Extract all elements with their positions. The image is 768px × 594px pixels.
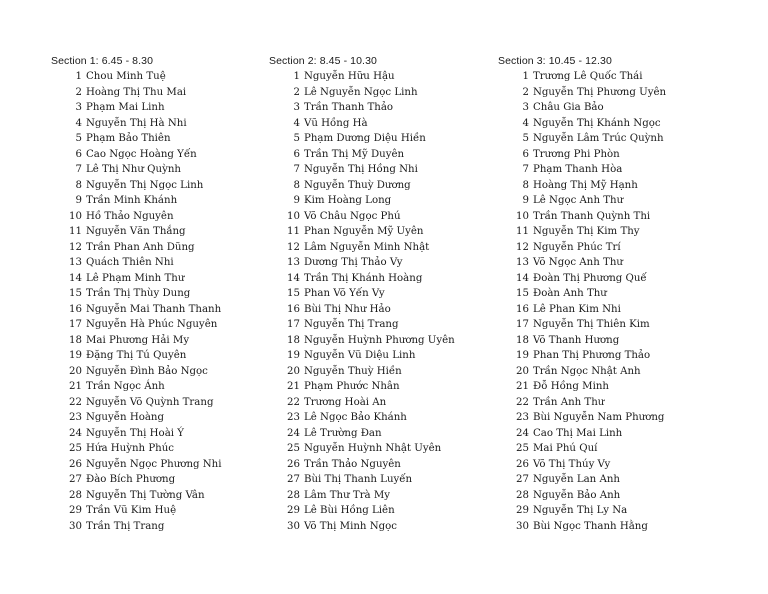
student-number: 21 (287, 381, 300, 392)
student-row (269, 271, 455, 287)
student-number: 21 (69, 381, 82, 392)
student-number: 28 (287, 489, 300, 501)
student-name: Nguyễn Ngọc Phương Nhi (86, 458, 222, 470)
student-row (269, 364, 455, 380)
student-number: 26 (287, 458, 300, 470)
student-row (498, 395, 666, 411)
student-number: 19 (69, 350, 82, 361)
student-name: Lê Ngọc Anh Thư (533, 195, 624, 206)
student-row (498, 286, 666, 302)
student-name: Nguyễn Thị Thiên Kim (533, 319, 650, 330)
student-row (498, 317, 666, 333)
student-row (498, 488, 666, 504)
student-number: 9 (522, 195, 529, 206)
student-number: 5 (293, 133, 300, 144)
student-name: Nguyễn Thị Hồng Nhi (304, 164, 418, 175)
student-number: 3 (293, 102, 300, 113)
student-row (269, 333, 455, 349)
student-list (51, 69, 222, 534)
student-row (269, 131, 455, 147)
student-number: 23 (287, 412, 300, 423)
student-name: Lâm Thư Trà My (304, 489, 391, 501)
student-number: 6 (75, 148, 82, 160)
student-row (498, 209, 666, 225)
student-row (269, 503, 455, 519)
student-number: 24 (516, 427, 529, 439)
student-name: Châu Gia Bảo (533, 102, 604, 113)
student-number: 14 (516, 272, 529, 284)
student-row (269, 178, 455, 194)
student-number: 8 (522, 179, 529, 191)
student-number: 24 (69, 427, 82, 439)
student-name: Lê Bùi Hồng Liên (304, 505, 395, 516)
student-number: 11 (516, 226, 529, 237)
student-number: 3 (522, 102, 529, 113)
student-name: Kim Hoàng Long (304, 195, 392, 206)
student-row (51, 178, 222, 194)
student-row (269, 116, 455, 132)
student-name: Mai Phú Quí (533, 443, 598, 454)
student-row (51, 131, 222, 147)
section-title: Section 3: 10.45 - 12.30 (498, 55, 612, 67)
student-number: 28 (516, 489, 529, 501)
section-1 (51, 54, 222, 534)
student-number: 16 (287, 303, 300, 315)
student-name: Đoàn Thị Phương Quế (533, 272, 647, 284)
student-name: Phan Võ Yến Vy (304, 288, 385, 299)
student-name: Lê Ngọc Bảo Khánh (304, 412, 407, 423)
student-row (269, 193, 455, 209)
student-number: 26 (516, 458, 529, 470)
student-row (51, 271, 222, 287)
student-row (51, 503, 222, 519)
student-number: 27 (69, 474, 82, 485)
student-name: Hoàng Thị Mỹ Hạnh (533, 179, 638, 191)
student-name: Nguyễn Thị Ngọc Linh (86, 179, 204, 191)
student-number: 15 (287, 288, 300, 299)
student-number: 16 (516, 303, 529, 315)
student-name: Cao Thị Mai Linh (533, 427, 623, 439)
student-number: 24 (287, 427, 300, 439)
student-row (498, 116, 666, 132)
student-name: Trần Thị Thùy Dung (86, 288, 191, 299)
student-row (498, 457, 666, 473)
student-row (269, 379, 455, 395)
student-number: 20 (287, 365, 300, 377)
student-number: 22 (287, 396, 300, 408)
student-name: Phạm Thanh Hòa (533, 164, 623, 175)
student-number: 10 (287, 210, 300, 222)
section-title: Section 2: 8.45 - 10.30 (269, 55, 377, 67)
student-number: 7 (522, 164, 529, 175)
student-number: 19 (287, 350, 300, 361)
student-name: Nguyễn Thị Tường Vân (86, 489, 205, 501)
student-row (51, 302, 222, 318)
student-number: 4 (75, 117, 82, 129)
student-row (269, 441, 455, 457)
student-row (51, 426, 222, 442)
student-name: Nguyễn Võ Quỳnh Trang (86, 396, 214, 408)
student-name: Lê Trường Đan (304, 427, 382, 439)
student-name: Phạm Bảo Thiên (86, 133, 171, 144)
student-number: 10 (69, 210, 82, 222)
student-row (51, 488, 222, 504)
student-number: 12 (69, 241, 82, 253)
student-row (498, 147, 666, 163)
student-name: Nguyễn Hà Phúc Nguyên (86, 319, 218, 330)
student-row (51, 209, 222, 225)
student-number: 11 (287, 226, 300, 237)
student-name: Nguyễn Huỳnh Nhật Uyên (304, 443, 442, 454)
student-number: 25 (69, 443, 82, 454)
student-number: 30 (287, 520, 300, 532)
student-number: 12 (287, 241, 300, 253)
student-number: 22 (69, 396, 82, 408)
student-name: Mai Phương Hải My (86, 334, 190, 346)
student-row (51, 410, 222, 426)
student-number: 23 (516, 412, 529, 423)
student-number: 8 (75, 179, 82, 191)
student-name: Trần Ngọc Nhật Anh (533, 365, 641, 377)
student-name: Nguyễn Đình Bảo Ngọc (86, 365, 208, 377)
student-name: Bùi Nguyễn Nam Phương (533, 412, 665, 423)
student-row (269, 162, 455, 178)
student-row (498, 193, 666, 209)
student-name: Đỗ Hồng Minh (533, 381, 609, 392)
student-number: 13 (69, 257, 82, 268)
student-name: Trần Minh Khánh (86, 195, 178, 206)
student-number: 6 (522, 148, 529, 160)
student-number: 7 (293, 164, 300, 175)
student-row (51, 286, 222, 302)
student-name: Nguyễn Thị Hà Nhi (86, 117, 187, 129)
student-number: 8 (293, 179, 300, 191)
student-name: Lâm Nguyễn Minh Nhật (304, 241, 430, 253)
student-row (269, 519, 455, 535)
student-name: Trần Vũ Kim Huệ (86, 505, 177, 516)
student-number: 9 (75, 195, 82, 206)
student-row (498, 85, 666, 101)
student-row (269, 488, 455, 504)
student-number: 25 (516, 443, 529, 454)
student-name: Lê Nguyễn Ngọc Linh (304, 86, 418, 98)
student-number: 30 (69, 520, 82, 532)
student-name: Quách Thiên Nhi (86, 257, 174, 268)
student-number: 14 (69, 272, 82, 284)
student-row (498, 302, 666, 318)
student-name: Đoàn Anh Thư (533, 288, 607, 299)
student-name: Nguyễn Bảo Anh (533, 489, 621, 501)
student-row (51, 364, 222, 380)
student-row (498, 519, 666, 535)
student-row (498, 240, 666, 256)
student-name: Lê Phạm Minh Thư (86, 272, 185, 284)
section-3 (498, 54, 666, 534)
student-row (51, 348, 222, 364)
student-row (498, 379, 666, 395)
student-name: Bùi Thị Thanh Luyến (304, 474, 413, 485)
student-row (51, 162, 222, 178)
student-row (269, 426, 455, 442)
student-number: 27 (287, 474, 300, 485)
student-row (498, 162, 666, 178)
student-row (498, 255, 666, 271)
student-number: 4 (522, 117, 529, 129)
student-name: Cao Ngọc Hoàng Yến (86, 148, 197, 160)
student-row (498, 426, 666, 442)
student-name: Hoàng Thị Thu Mai (86, 86, 187, 98)
student-name: Dương Thị Thảo Vy (304, 257, 403, 268)
student-row (51, 224, 222, 240)
student-row (51, 116, 222, 132)
student-name: Hứa Huỳnh Phúc (86, 443, 175, 454)
student-name: Đào Bích Phương (86, 474, 176, 485)
student-number: 1 (75, 71, 82, 82)
student-row (51, 100, 222, 116)
student-name: Bùi Ngọc Thanh Hằng (533, 520, 648, 532)
student-row (498, 178, 666, 194)
student-name: Võ Châu Ngọc Phú (304, 210, 401, 222)
student-row (51, 472, 222, 488)
student-row (498, 364, 666, 380)
student-name: Phạm Phước Nhân (304, 381, 400, 392)
student-number: 10 (516, 210, 529, 222)
student-name: Lê Thị Như Quỳnh (86, 164, 181, 175)
student-number: 28 (69, 489, 82, 501)
student-name: Nguyễn Thuỳ Dương (304, 179, 411, 191)
student-number: 11 (69, 226, 82, 237)
student-name: Trần Thị Mỹ Duyên (304, 148, 405, 160)
student-number: 6 (293, 148, 300, 160)
student-name: Nguyễn Hữu Hậu (304, 71, 395, 82)
student-name: Trần Thảo Nguyên (304, 458, 401, 470)
student-name: Trần Thị Khánh Hoàng (304, 272, 423, 284)
student-row (51, 240, 222, 256)
student-number: 2 (75, 86, 82, 98)
student-name: Nguyễn Lan Anh (533, 474, 620, 485)
student-number: 23 (69, 412, 82, 423)
student-row (269, 255, 455, 271)
student-row (51, 457, 222, 473)
student-name: Nguyễn Mai Thanh Thanh (86, 303, 222, 315)
student-number: 17 (69, 319, 82, 330)
student-row (51, 85, 222, 101)
student-name: Hồ Thảo Nguyên (86, 210, 174, 222)
student-name: Trần Thị Trang (86, 520, 165, 532)
student-row (498, 100, 666, 116)
student-row (498, 69, 666, 85)
student-number: 18 (287, 334, 300, 346)
student-number: 2 (293, 86, 300, 98)
student-row (51, 519, 222, 535)
student-name: Trương Hoài An (304, 396, 387, 408)
student-number: 21 (516, 381, 529, 392)
student-list (269, 69, 455, 534)
student-name: Võ Ngọc Anh Thư (533, 257, 623, 268)
student-row (269, 147, 455, 163)
student-name: Phan Nguyễn Mỹ Uyên (304, 226, 424, 237)
student-row (51, 441, 222, 457)
student-list (498, 69, 666, 534)
student-name: Lê Phan Kim Nhi (533, 303, 621, 315)
student-number: 27 (516, 474, 529, 485)
student-row (498, 441, 666, 457)
student-number: 26 (69, 458, 82, 470)
student-number: 20 (516, 365, 529, 377)
student-row (269, 410, 455, 426)
student-row (269, 286, 455, 302)
student-row (51, 147, 222, 163)
student-row (51, 69, 222, 85)
student-number: 4 (293, 117, 300, 129)
student-number: 29 (516, 505, 529, 516)
student-name: Nguyễn Thị Hoài Ý (86, 427, 184, 439)
student-row (269, 395, 455, 411)
student-name: Nguyễn Thị Trang (304, 319, 399, 330)
student-number: 13 (287, 257, 300, 268)
student-number: 15 (69, 288, 82, 299)
student-number: 20 (69, 365, 82, 377)
student-name: Nguyễn Thị Phương Uyên (533, 86, 667, 98)
student-name: Trần Ngọc Ánh (86, 381, 165, 392)
student-name: Nguyễn Thị Ly Na (533, 505, 628, 516)
student-name: Nguyễn Vũ Diệu Linh (304, 350, 416, 361)
student-name: Nguyễn Thị Khánh Ngọc (533, 117, 661, 129)
student-number: 5 (75, 133, 82, 144)
student-number: 5 (522, 133, 529, 144)
student-row (269, 69, 455, 85)
student-name: Nguyễn Lâm Trúc Quỳnh (533, 133, 664, 144)
student-name: Đặng Thị Tú Quyên (86, 350, 187, 361)
student-name: Nguyễn Phúc Trí (533, 241, 621, 253)
student-row (269, 472, 455, 488)
student-number: 18 (516, 334, 529, 346)
student-row (51, 255, 222, 271)
student-row (498, 333, 666, 349)
student-row (51, 333, 222, 349)
student-number: 25 (287, 443, 300, 454)
student-name: Vũ Hồng Hà (304, 117, 368, 129)
student-name: Nguyễn Thuỳ Hiền (304, 365, 402, 377)
student-number: 3 (75, 102, 82, 113)
student-name: Trần Thanh Thảo (304, 102, 394, 113)
student-number: 13 (516, 257, 529, 268)
student-row (269, 317, 455, 333)
student-number: 22 (516, 396, 529, 408)
student-name: Chou Minh Tuệ (86, 71, 166, 82)
student-row (51, 193, 222, 209)
student-name: Phan Thị Phương Thảo (533, 350, 651, 361)
student-row (498, 271, 666, 287)
student-name: Trần Phan Anh Dũng (86, 241, 195, 253)
student-row (498, 410, 666, 426)
student-name: Võ Thanh Hương (533, 334, 620, 346)
student-row (51, 395, 222, 411)
student-number: 9 (293, 195, 300, 206)
student-row (269, 348, 455, 364)
student-number: 29 (287, 505, 300, 516)
student-name: Nguyễn Thị Kim Thy (533, 226, 640, 237)
student-number: 30 (516, 520, 529, 532)
student-name: Bùi Thị Như Hảo (304, 303, 391, 315)
student-number: 18 (69, 334, 82, 346)
student-row (498, 472, 666, 488)
student-row (51, 379, 222, 395)
student-number: 17 (287, 319, 300, 330)
student-name: Võ Thị Minh Ngọc (304, 520, 397, 532)
student-number: 2 (522, 86, 529, 98)
student-row (498, 131, 666, 147)
student-row (269, 85, 455, 101)
student-name: Trương Phi Phòn (533, 148, 620, 160)
student-name: Nguyễn Huỳnh Phương Uyên (304, 334, 455, 346)
student-row (269, 100, 455, 116)
student-number: 14 (287, 272, 300, 284)
student-name: Phạm Mai Linh (86, 102, 165, 113)
student-row (498, 224, 666, 240)
student-number: 16 (69, 303, 82, 315)
student-number: 15 (516, 288, 529, 299)
student-row (269, 224, 455, 240)
student-number: 1 (293, 71, 300, 82)
student-name: Trần Anh Thư (533, 396, 605, 408)
student-number: 1 (522, 71, 529, 82)
student-row (269, 302, 455, 318)
student-number: 12 (516, 241, 529, 253)
student-number: 17 (516, 319, 529, 330)
section-title: Section 1: 6.45 - 8.30 (51, 55, 154, 67)
student-name: Nguyễn Văn Thắng (86, 226, 186, 237)
student-name: Võ Thị Thúy Vy (533, 458, 611, 470)
student-row (498, 503, 666, 519)
student-name: Trương Lê Quốc Thái (533, 71, 643, 82)
student-number: 19 (516, 350, 529, 361)
student-row (51, 317, 222, 333)
student-number: 29 (69, 505, 82, 516)
student-name: Nguyễn Hoàng (86, 412, 164, 423)
student-name: Trần Thanh Quỳnh Thi (533, 210, 651, 222)
student-name: Phạm Dương Diệu Hiền (304, 133, 426, 144)
student-row (269, 457, 455, 473)
student-row (269, 240, 455, 256)
student-row (498, 348, 666, 364)
section-2 (269, 54, 455, 534)
student-number: 7 (75, 164, 82, 175)
student-row (269, 209, 455, 225)
